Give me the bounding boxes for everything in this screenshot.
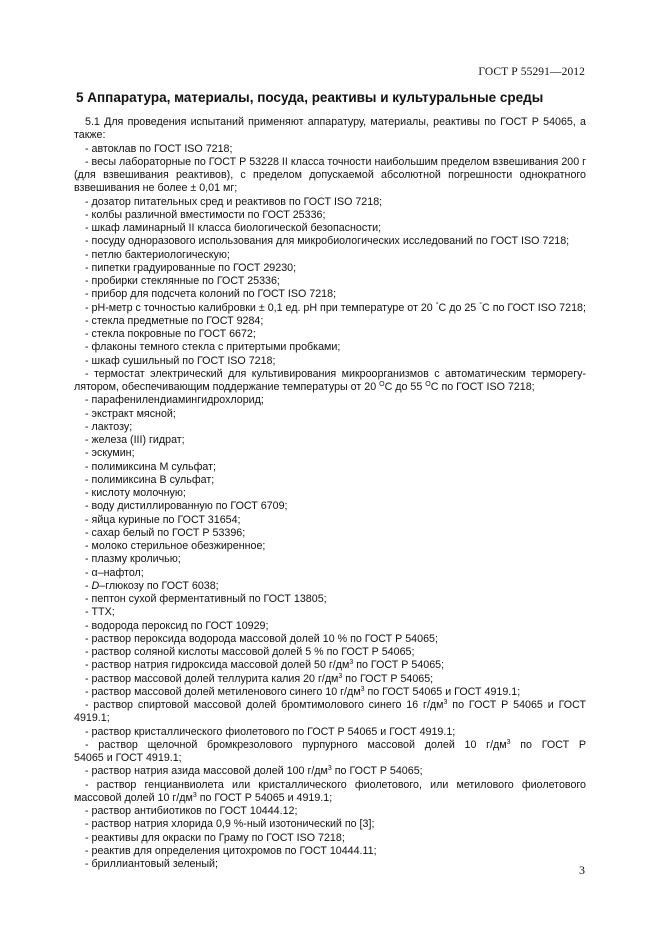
item-text: - раствор массовой долей метиленового синего 10 г/дм [85,685,361,698]
list-item [74,368,586,395]
degree-mark: О [379,381,385,388]
list-item: - парафенилендиамингидрохлорид; [85,394,264,407]
list-item: - яйца куриные по ГОСТ 31654; [85,513,241,526]
list-item: - пипетки градуированные по ГОСТ 29230; [85,261,297,274]
list-item: - воду дистиллированную по ГОСТ 6709; [85,500,288,513]
list-item: - весы лабораторные по ГОСТ Р 53228 II класса точности наибольшим пределом взвешивания 200 г (для взвешивания реактивов), с пределом допускаемой абсолютной погрешности однократного взвешивания не более ± 0,01 мг; [74,155,587,195]
item-text: по ГОСТ Р 54065 и 4919.1; [196,791,333,804]
item-text: С до 55 [384,381,423,393]
list-item: - шкаф ламинарный II класса биологической безопасности; [85,222,382,234]
list-item [74,686,586,699]
list-item: - полимиксина М сульфат; [85,460,216,473]
list-item: - реактивы для окраски по Граму по ГОСТ ISO 7218; [85,831,345,844]
list-item [74,302,586,315]
list-item: - автоклав по ГОСТ ISO 7218; [85,142,233,155]
list-item [74,580,586,593]
list-item: - молоко стерильное обезжиренное; [85,540,266,552]
item-text: - раствор щелочной бромкрезолового пурпурного массовой долей [85,738,455,751]
degree-mark: ° [435,301,439,309]
list-item: - стекла покровные по ГОСТ 6672; [85,328,256,340]
list-item: - сахар белый по ГОСТ Р 53396; [85,526,246,539]
list-item: - стекла предметные по ГОСТ 9284; [85,314,264,327]
list-item: - раствор соляной кислоты массовой долей 5 % по ГОСТ Р 54065; [85,646,415,658]
list-item: - раствор антибиотиков по ГОСТ 10444.12; [85,805,298,817]
item-text: по ГОСТ 54065 и ГОСТ 4919.1; [364,685,521,698]
list-item [74,765,586,778]
list-item: - лактозу; [85,420,133,433]
degree-mark: О [425,381,431,388]
item-text: - раствор генцианвиолета или кристаллического фиолетового, или метилового фиолетового массовой долей 10 г/дм [74,778,586,804]
item-text: С по ГОСТ ISO 7218; [482,301,586,314]
item-text: по ГОСТ Р 54065; [331,765,423,778]
item-text: по ГОСТ Р 54065; [353,659,445,672]
list-item: - эскумин; [85,447,135,460]
item-text: 10 г/дм [464,738,507,751]
list-item: - шкаф сушильный по ГОСТ ISO 7218; [85,354,276,367]
list-item: - раствор кристаллического фиолетового по ГОСТ Р 54065 и ГОСТ 4919.1; [85,725,456,738]
exponent: 3 [443,699,448,706]
list-item: - экстракт мясной; [85,407,176,420]
list-item [74,673,586,686]
degree-mark: ° [479,301,483,309]
list-item: - флаконы темного стекла с притертыми пробками; [85,341,341,354]
item-text: по ГОСТ Р 54065 и ГОСТ 4919.1; [74,699,586,725]
standard-header: ГОСТ Р 55291—2012 [478,66,585,78]
list-item: - дозатор питательных сред и реактивов по ГОСТ ISO 7218; [85,195,383,208]
list-item: - α–нафтол; [85,566,144,579]
list-item: - раствор натрия хлорида 0,9 %-ный изотонический по [3]; [85,818,375,831]
item-text: - pH-метр с точностью калибровки ± 0,1 ед. pH при температуре от 20 [85,301,433,314]
item-text: –глюкозу по ГОСТ 6038; [99,579,219,592]
list-item: - плазму кроличью; [85,553,181,566]
list-item: - водорода пероксид по ГОСТ 10929; [85,619,269,632]
exponent: 3 [506,738,511,746]
intro-paragraph: 5.1 Для проведения испытаний применяют аппаратуру, материалы, реактивы по ГОСТ Р 54065, а также: [74,116,586,142]
list-item: - посуду одноразового использования для микробиологических исследований по ГОСТ ISO 7218; [85,235,570,248]
list-item: - петлю бактериологическую; [85,248,230,261]
item-text: - раствор натрия гидроксида массовой долей 50 г/дм [85,659,350,672]
list-item: - пробирки стеклянные по ГОСТ 25336; [85,275,280,287]
item-text: - раствор спиртовой массовой долей бромтимолового синего 16 г/дм [85,699,444,711]
exponent: 3 [360,685,365,693]
exponent: 3 [349,659,354,667]
document-body [74,116,586,871]
item-text: - [85,579,92,592]
item-text: С по ГОСТ ISO 7218; [430,381,535,393]
list-item: - реактив для определения цитохромов по ГОСТ 10444.11; [85,844,377,857]
list-item: - железа (III) гидрат; [85,434,185,446]
list-item: - раствор пероксида водорода массовой долей 10 % по ГОСТ Р 54065; [85,632,438,645]
list-item [74,739,586,752]
exponent: 3 [192,791,197,799]
list-item: - кислоту молочную; [85,487,186,499]
list-item [74,659,586,672]
item-text: по ГОСТ Р [510,738,586,751]
section-title: 5 Аппаратура, материалы, посуда, реактивы и культуральные среды [76,90,544,105]
item-text: - термостат электрический для культивирования микроорганизмов с автоматическим терморегу-лятором, обеспечивающим поддержание температуры от 20 [74,367,586,393]
list-item [74,779,586,806]
exponent: 3 [327,765,332,773]
item-text: С до 25 [438,301,477,314]
list-item: - пептон сухой ферментативный по ГОСТ 13805; [85,593,327,605]
list-item: - прибор для подсчета колоний по ГОСТ ISO 7218; [85,288,337,301]
list-item-continuation: 54065 и ГОСТ 4919.1; [74,752,182,764]
item-text: - раствор массовой долей теллурита калия 20 г/дм [85,672,339,685]
list-item: - бриллиантовый зеленый; [85,858,218,870]
list-item: - ТТХ; [85,606,115,619]
item-text-italic: D [91,579,100,592]
item-text: - раствор натрия азида массовой долей 100 г/дм [85,765,328,778]
item-text: по ГОСТ Р 54065; [342,672,434,685]
list-item [74,699,586,726]
list-item: - полимиксина В сульфат; [85,473,215,486]
exponent: 3 [338,672,343,680]
page-number: 3 [579,863,585,877]
list-item: - колбы различной вместимости по ГОСТ 25336; [85,208,326,221]
